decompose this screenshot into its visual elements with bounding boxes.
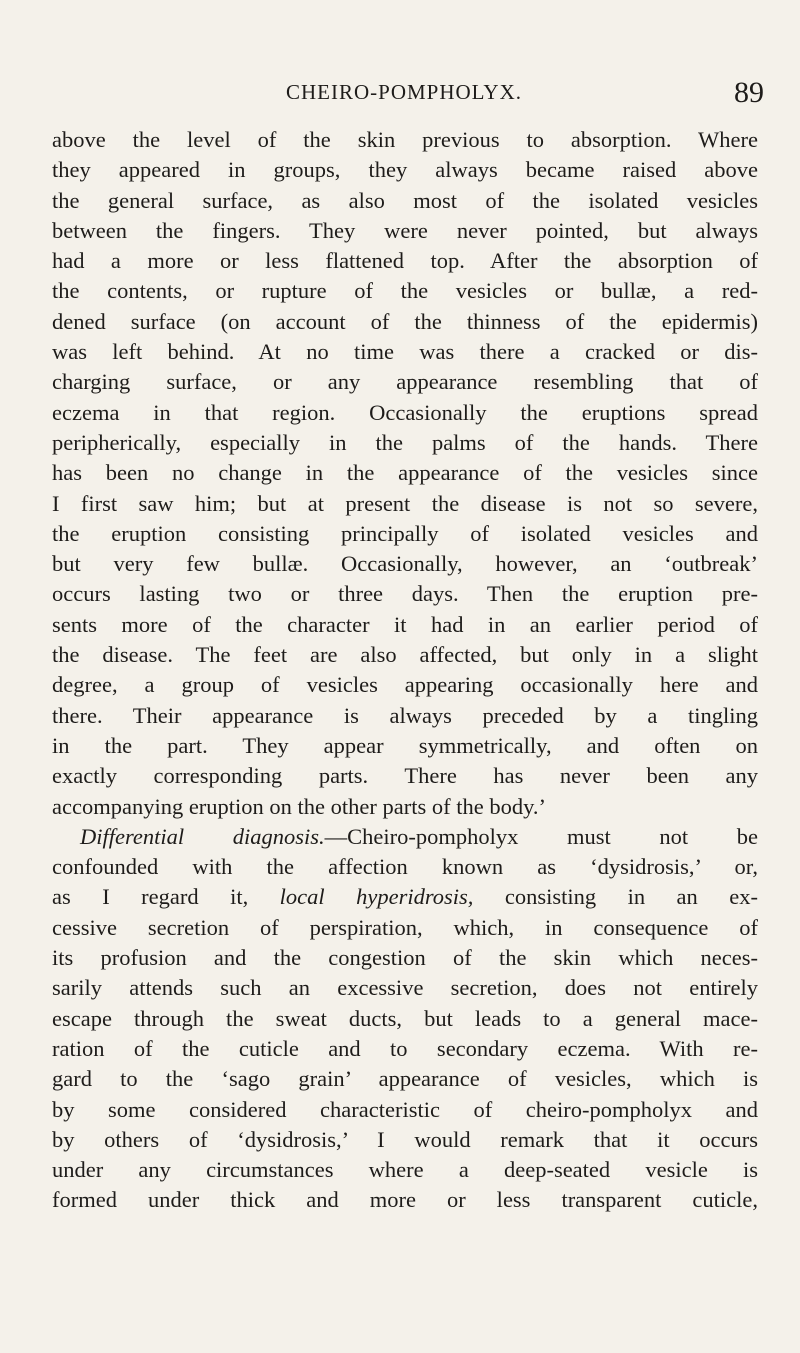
italic-term: local hyperidrosis, xyxy=(279,884,474,910)
text-line: dened surface (on account of the thinness of the epidermis) xyxy=(52,308,758,334)
text-line: in the part. They appear symmetrically, and often on xyxy=(52,732,758,758)
text-line: charging surface, or any appearance resembling that of xyxy=(52,369,758,395)
text-line: the disease. The feet are also affected, but only in a slight xyxy=(52,642,758,668)
line-text: as I regard it, xyxy=(52,884,280,910)
line-text: consisting in an ex- xyxy=(473,884,758,910)
text-line: had a more or less flattened top. After the absorption of xyxy=(52,248,758,274)
text-line: occurs lasting two or three days. Then the eruption pre- xyxy=(52,581,758,607)
text-line xyxy=(52,822,758,852)
text-line: its profusion and the congestion of the skin which neces- xyxy=(52,945,758,971)
text-line: under any circumstances where a deep-seated vesicle is xyxy=(52,1157,758,1183)
text-line: cessive secretion of perspiration, which, in consequence of xyxy=(52,914,758,940)
text-line: by some considered characteristic of cheiro-pompholyx and xyxy=(52,1096,758,1122)
line-text: —Cheiro-pompholyx must not be xyxy=(324,823,759,849)
running-title: CHEIRO-POMPHOLYX. xyxy=(286,80,522,104)
text-line xyxy=(52,882,758,912)
text-line: exactly corresponding parts. There has never been any xyxy=(52,763,758,789)
text-line: they appeared in groups, they always became raised above xyxy=(52,157,758,183)
body-text xyxy=(52,125,758,1216)
text-line: escape through the sweat ducts, but leads to a general mace- xyxy=(52,1005,758,1031)
text-line: peripherically, especially in the palms of the hands. There xyxy=(52,429,758,455)
text-line: gard to the ‘sago grain’ appearance of vesicles, which is xyxy=(52,1066,758,1092)
text-line: the eruption consisting principally of isolated vesicles and xyxy=(52,520,758,546)
text-line: has been no change in the appearance of the vesicles since xyxy=(52,460,758,486)
text-line: sarily attends such an excessive secretion, does not entirely xyxy=(52,975,758,1001)
text-line: was left behind. At no time was there a cracked or dis- xyxy=(52,339,758,365)
text-line: by others of ‘dysidrosis,’ I would remark that it occurs xyxy=(52,1126,758,1152)
text-line: there. Their appearance is always preceded by a tingling xyxy=(52,702,758,728)
text-line: confounded with the affection known as ‘dysidrosis,’ or, xyxy=(52,854,758,880)
text-line: degree, a group of vesicles appearing occasionally here and xyxy=(52,672,758,698)
text-line: the contents, or rupture of the vesicles or bullæ, a red- xyxy=(52,278,758,304)
text-line: eczema in that region. Occasionally the eruptions spread xyxy=(52,399,758,425)
text-line: formed under thick and more or less transparent cuticle, xyxy=(52,1187,758,1213)
text-line: accompanying eruption on the other parts of the body.’ xyxy=(52,793,547,819)
text-line: the general surface, as also most of the isolated vesicles xyxy=(52,187,758,213)
text-line: I first saw him; but at present the disease is not so severe, xyxy=(52,490,758,516)
text-line: above the level of the skin previous to absorption. Where xyxy=(52,127,758,152)
text-line: but very few bullæ. Occasionally, however, an ‘outbreak’ xyxy=(52,551,758,577)
text-line: sents more of the character it had in an earlier period of xyxy=(52,611,758,637)
text-line: between the fingers. They were never pointed, but always xyxy=(52,217,758,243)
page-number: 89 xyxy=(734,76,764,109)
running-head xyxy=(44,76,764,110)
text-line: ration of the cuticle and to secondary eczema. With re- xyxy=(52,1035,758,1061)
section-heading-italic: Differential diagnosis. xyxy=(80,823,325,849)
